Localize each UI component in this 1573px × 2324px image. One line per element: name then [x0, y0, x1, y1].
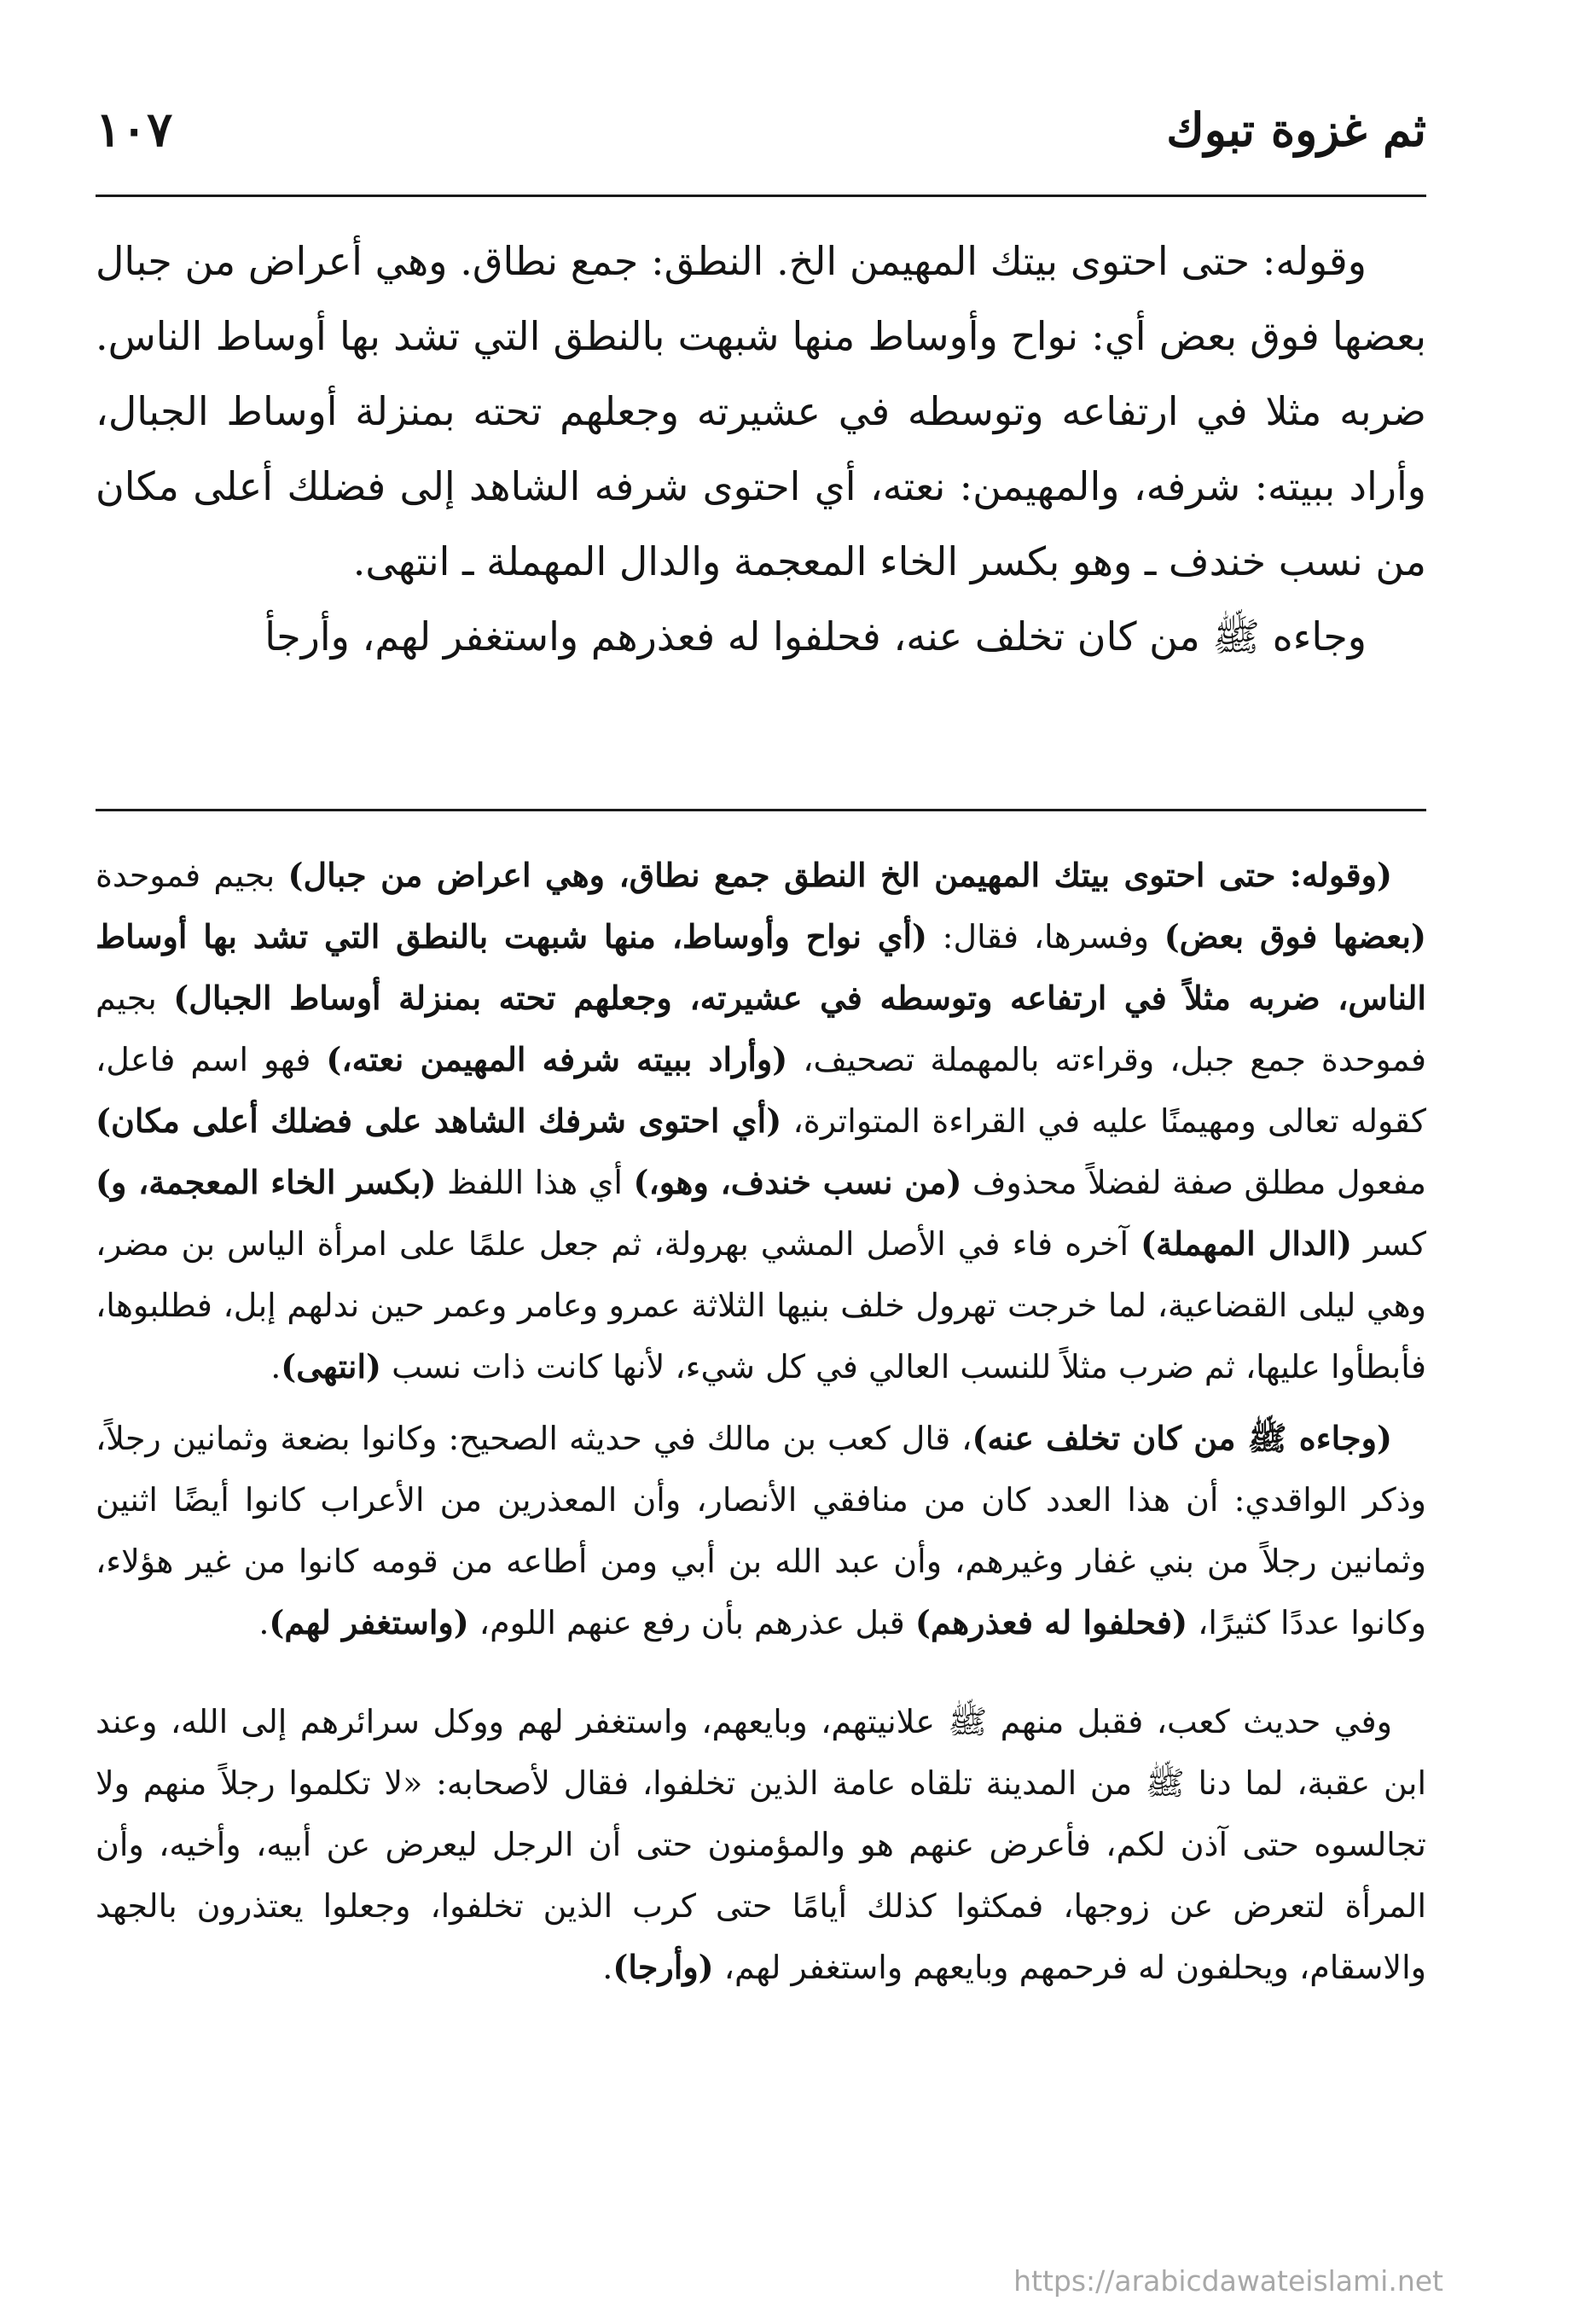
quoted-text: (الدال المهملة) — [1141, 1224, 1353, 1263]
header-rule — [96, 195, 1426, 197]
quoted-text: (وأراد ببيته شرفه المهيمن نعته،) — [326, 1040, 788, 1078]
running-title: ثم غزوة تبوك — [1166, 102, 1426, 157]
gloss-text: بجيم فموحدة — [96, 857, 288, 894]
commentary — [96, 845, 1426, 2008]
book-page — [96, 0, 1426, 2324]
gloss-text: وفسرها، فقال: — [927, 918, 1164, 956]
main-paragraph-2: وجاءه ﷺ من كان تخلف عنه، فحلفوا له فعذرهم واستغفر لهم، وأرجأ — [264, 613, 1367, 659]
quoted-text: (وقوله: حتى احتوى بيتك المهيمن الخ النطق جمع نطاق، وهي اعراض من جبال) — [287, 856, 1392, 894]
commentary-paragraph-2 — [96, 1408, 1426, 1653]
quoted-text: (بعضها فوق بعض) — [1164, 917, 1426, 956]
watermark-url: https://arabicdawateislami.net — [1013, 2264, 1443, 2298]
quoted-text: (بكسر الخاء المعجمة، و) — [96, 1163, 437, 1201]
gloss-text: ، قال كعب بن مالك في حديثه الصحيح: وكانوا بضعة وثمانين رجلاً، وذكر الواقدي: أن هذا العدد كان من منافقي الأنصار، وأن المعذرين من الأعراب كانوا أيضًا اثنين وثمانين رجلاً من بني غفار وغيرهم، وأن عبد الله بن أبي ومن أطاعه من قومه كانوا من غير هؤلاء، وكانوا عددًا كثيرًا، — [96, 1420, 1426, 1641]
gloss-text: آخره فاء في الأصل المشي بهرولة، ثم جعل علمًا على امرأة الياس بن مضر، وهي ليلى القضاعية، لما خرجت تهرول خلف بنيها الثلاثة عمرو وعامر وعمر حين ندلهم إبل، فطلبوها، فأبطأوا عليها، ثم ضرب مثلاً للنسب العالي في كل شيء، لأنها كانت ذات نسب — [96, 1225, 1426, 1386]
main-paragraph-1: وقوله: حتى احتوى بيتك المهيمن الخ. النطق: جمع نطاق. وهي أعراض من جبال بعضها فوق بعض أي: نواح وأوساط منها شبهت بالنطق التي تشد بها أوساط الناس. ضربه مثلا في ارتفاعه وتوسطه في عشيرته وجعلهم تحته بمنزلة أوساط الجبال، وأراد ببيته: شرفه، والمهيمن: نعته، أي احتوى شرفه الشاهد إلى فضلك أعلى مكان من نسب خندف ـ وهو بكسر الخاء المعجمة والدال المهملة ـ انتهى. — [96, 238, 1426, 584]
quoted-text: (أي نواح وأوساط، منها شبهت بالنطق التي تشد بها أوساط الناس، ضربه مثلاً في ارتفاعه وتوسطه في عشيرته، وجعلهم تحته بمنزلة أوساط الجبال) — [96, 917, 1426, 1017]
main-text — [96, 224, 1426, 674]
commentary-paragraph-3 — [96, 1691, 1426, 1998]
page-header — [96, 96, 1426, 164]
quoted-text: (وأرجا) — [612, 1948, 714, 1986]
gloss-text: . — [258, 1604, 270, 1641]
gloss-text: أي هذا اللفظ — [436, 1164, 634, 1201]
gloss-text: وفي حديث كعب، فقبل منهم ﷺ علانيتهم، وبايعهم، واستغفر لهم ووكل سرائرهم إلى الله، وعند ابن عقبة، لما دنا ﷺ من المدينة تلقاه عامة الذين تخلفوا، فقال لأصحابه: «لا تكلموا رجلاً منهم ولا تجالسوه حتى آذن لكم، فأعرض عنهم هو والمؤمنون حتى أن الرجل ليعرض عن أبيه، وأخيه، وأن المرأة لتعرض عن زوجها، فمكثوا كذلك أيامًا حتى كرب الذين تخلفوا، وجعلوا يعتذرون بالجهد والاسقام، ويحلفون له فرحمهم وبايعهم واستغفر لهم، — [96, 1703, 1426, 1986]
commentary-paragraph-1 — [96, 845, 1426, 1397]
quoted-text: (وجاءه ﷺ من كان تخلف عنه) — [972, 1419, 1392, 1457]
gloss-text: كسر — [1352, 1225, 1426, 1263]
gloss-text: فهو اسم فاعل، كقوله تعالى ومهيمنًا عليه في القراءة المتواترة، — [96, 1041, 1426, 1140]
gloss-text: . — [270, 1348, 282, 1386]
quoted-text: (انتهى) — [281, 1347, 382, 1386]
gloss-text: بجيم فموحدة جمع جبل، وقراءته بالمهملة تصحيف، — [96, 979, 1426, 1078]
gloss-text: مفعول مطلق صفة لفضلاً محذوف — [961, 1164, 1427, 1201]
quoted-text: (من نسب خندف، وهو،) — [633, 1163, 962, 1201]
quoted-text: (فحلفوا له فعذرهم) — [914, 1603, 1188, 1641]
commentary-separator — [96, 809, 1426, 811]
quoted-text: (أي احتوى شرفك الشاهد على فضلك أعلى مكان) — [96, 1101, 782, 1140]
quoted-text: (واستغفر لهم) — [269, 1603, 469, 1641]
gloss-text: قبل عذرهم بأن رفع عنهم اللوم، — [468, 1604, 915, 1641]
gloss-text: . — [602, 1949, 613, 1986]
page-number: ١٠٧ — [96, 102, 173, 158]
